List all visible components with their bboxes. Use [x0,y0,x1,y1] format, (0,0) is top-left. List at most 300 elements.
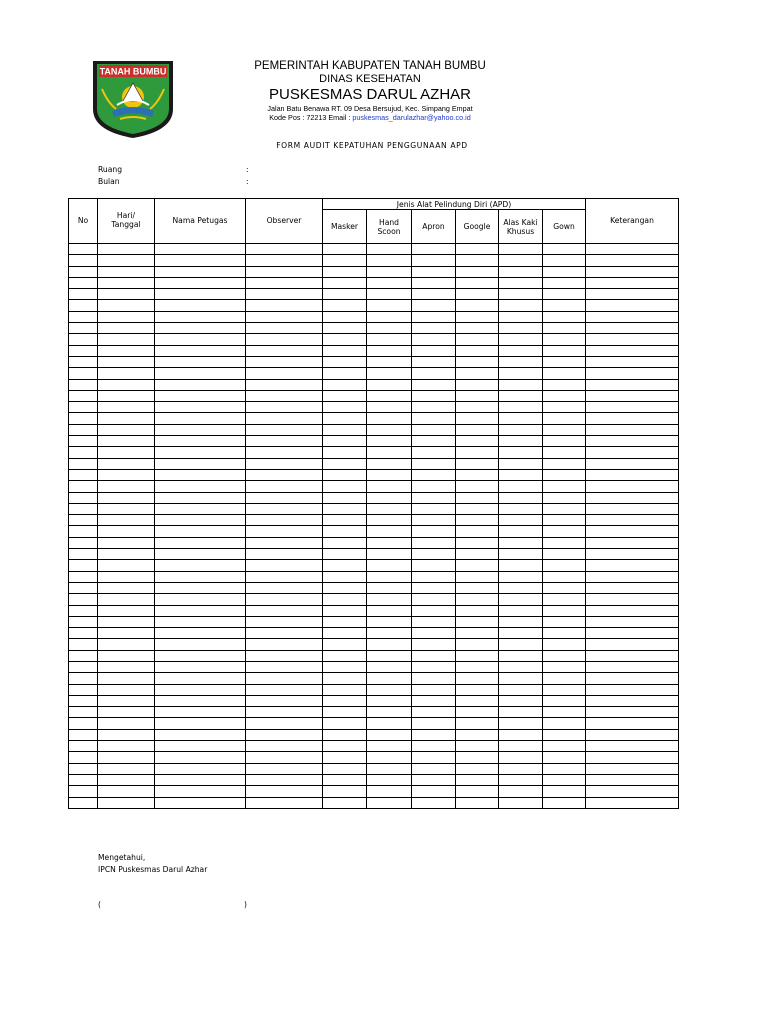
table-cell[interactable] [586,707,679,718]
table-cell[interactable] [69,368,98,379]
table-cell[interactable] [69,469,98,480]
table-cell[interactable] [586,277,679,288]
table-cell[interactable] [98,379,155,390]
table-cell[interactable] [456,458,499,469]
table-cell[interactable] [246,616,323,627]
table-cell[interactable] [367,402,412,413]
table-cell[interactable] [543,515,586,526]
table-cell[interactable] [155,616,246,627]
table-cell[interactable] [586,628,679,639]
table-cell[interactable] [543,390,586,401]
table-cell[interactable] [98,266,155,277]
table-cell[interactable] [98,571,155,582]
table-cell[interactable] [246,458,323,469]
table-cell[interactable] [69,582,98,593]
table-cell[interactable] [586,379,679,390]
table-cell[interactable] [543,707,586,718]
table-cell[interactable] [543,549,586,560]
table-cell[interactable] [69,436,98,447]
table-cell[interactable] [456,390,499,401]
table-cell[interactable] [69,379,98,390]
table-cell[interactable] [246,447,323,458]
table-cell[interactable] [323,661,367,672]
table-cell[interactable] [586,255,679,266]
table-cell[interactable] [499,526,543,537]
table-cell[interactable] [543,786,586,797]
table-cell[interactable] [499,311,543,322]
table-cell[interactable] [98,786,155,797]
table-cell[interactable] [412,492,456,503]
table-cell[interactable] [586,413,679,424]
table-cell[interactable] [367,289,412,300]
table-cell[interactable] [155,661,246,672]
table-cell[interactable] [367,695,412,706]
table-cell[interactable] [367,356,412,367]
table-cell[interactable] [543,729,586,740]
table-cell[interactable] [412,571,456,582]
table-cell[interactable] [543,616,586,627]
table-cell[interactable] [69,345,98,356]
table-cell[interactable] [499,695,543,706]
table-cell[interactable] [412,300,456,311]
table-cell[interactable] [456,752,499,763]
table-cell[interactable] [246,402,323,413]
table-cell[interactable] [323,695,367,706]
table-cell[interactable] [323,729,367,740]
table-cell[interactable] [499,537,543,548]
table-cell[interactable] [69,503,98,514]
table-cell[interactable] [456,616,499,627]
table-cell[interactable] [69,537,98,548]
table-cell[interactable] [456,729,499,740]
table-cell[interactable] [323,277,367,288]
table-cell[interactable] [543,356,586,367]
table-cell[interactable] [367,424,412,435]
table-cell[interactable] [69,255,98,266]
table-cell[interactable] [69,729,98,740]
table-cell[interactable] [367,390,412,401]
table-cell[interactable] [155,413,246,424]
table-cell[interactable] [323,707,367,718]
table-cell[interactable] [323,266,367,277]
table-cell[interactable] [543,413,586,424]
table-cell[interactable] [543,797,586,808]
table-cell[interactable] [323,300,367,311]
table-cell[interactable] [323,368,367,379]
table-cell[interactable] [499,560,543,571]
table-cell[interactable] [323,673,367,684]
table-cell[interactable] [323,774,367,785]
table-cell[interactable] [543,639,586,650]
table-cell[interactable] [69,797,98,808]
table-cell[interactable] [69,526,98,537]
table-cell[interactable] [456,469,499,480]
table-cell[interactable] [246,345,323,356]
table-cell[interactable] [69,424,98,435]
table-cell[interactable] [98,661,155,672]
table-cell[interactable] [456,673,499,684]
table-cell[interactable] [586,639,679,650]
table-cell[interactable] [155,650,246,661]
table-cell[interactable] [98,447,155,458]
table-cell[interactable] [155,266,246,277]
table-cell[interactable] [367,334,412,345]
table-cell[interactable] [586,492,679,503]
table-cell[interactable] [155,729,246,740]
table-cell[interactable] [246,379,323,390]
table-cell[interactable] [543,628,586,639]
table-cell[interactable] [543,526,586,537]
table-cell[interactable] [98,345,155,356]
table-cell[interactable] [69,695,98,706]
table-cell[interactable] [246,277,323,288]
table-cell[interactable] [586,684,679,695]
table-cell[interactable] [246,492,323,503]
table-cell[interactable] [323,741,367,752]
table-cell[interactable] [586,458,679,469]
table-cell[interactable] [69,402,98,413]
table-cell[interactable] [155,424,246,435]
table-cell[interactable] [323,323,367,334]
table-cell[interactable] [499,368,543,379]
table-cell[interactable] [586,571,679,582]
table-cell[interactable] [246,311,323,322]
table-cell[interactable] [98,729,155,740]
table-cell[interactable] [69,639,98,650]
table-cell[interactable] [499,673,543,684]
table-cell[interactable] [367,571,412,582]
table-cell[interactable] [69,289,98,300]
table-cell[interactable] [367,616,412,627]
table-cell[interactable] [456,594,499,605]
table-cell[interactable] [499,774,543,785]
table-cell[interactable] [586,741,679,752]
table-cell[interactable] [412,661,456,672]
table-cell[interactable] [543,537,586,548]
table-cell[interactable] [456,289,499,300]
table-cell[interactable] [412,436,456,447]
table-cell[interactable] [586,718,679,729]
table-cell[interactable] [412,368,456,379]
table-cell[interactable] [98,515,155,526]
table-cell[interactable] [323,786,367,797]
table-cell[interactable] [155,436,246,447]
table-cell[interactable] [499,707,543,718]
table-cell[interactable] [499,255,543,266]
table-cell[interactable] [367,729,412,740]
table-cell[interactable] [499,639,543,650]
table-cell[interactable] [98,582,155,593]
table-cell[interactable] [69,390,98,401]
table-cell[interactable] [543,255,586,266]
table-cell[interactable] [412,752,456,763]
table-cell[interactable] [69,741,98,752]
table-cell[interactable] [98,774,155,785]
table-cell[interactable] [456,356,499,367]
table-cell[interactable] [98,605,155,616]
table-cell[interactable] [412,356,456,367]
table-cell[interactable] [367,560,412,571]
table-cell[interactable] [367,345,412,356]
table-cell[interactable] [543,334,586,345]
table-cell[interactable] [323,503,367,514]
table-cell[interactable] [69,718,98,729]
table-cell[interactable] [456,255,499,266]
table-cell[interactable] [543,323,586,334]
table-cell[interactable] [499,650,543,661]
table-cell[interactable] [69,481,98,492]
table-cell[interactable] [586,300,679,311]
table-cell[interactable] [98,368,155,379]
table-cell[interactable] [412,673,456,684]
table-cell[interactable] [586,786,679,797]
table-cell[interactable] [323,684,367,695]
table-cell[interactable] [543,402,586,413]
table-cell[interactable] [456,786,499,797]
table-cell[interactable] [367,582,412,593]
table-cell[interactable] [98,481,155,492]
table-cell[interactable] [367,503,412,514]
table-cell[interactable] [586,549,679,560]
table-cell[interactable] [499,356,543,367]
table-cell[interactable] [367,594,412,605]
table-cell[interactable] [323,390,367,401]
table-cell[interactable] [246,323,323,334]
table-cell[interactable] [323,289,367,300]
table-cell[interactable] [246,334,323,345]
table-cell[interactable] [155,560,246,571]
table-cell[interactable] [412,628,456,639]
table-cell[interactable] [586,616,679,627]
table-cell[interactable] [499,786,543,797]
table-cell[interactable] [323,639,367,650]
table-cell[interactable] [499,661,543,672]
table-cell[interactable] [246,424,323,435]
table-cell[interactable] [246,289,323,300]
table-cell[interactable] [499,571,543,582]
table-cell[interactable] [323,763,367,774]
table-cell[interactable] [543,266,586,277]
table-cell[interactable] [246,526,323,537]
table-cell[interactable] [155,549,246,560]
table-cell[interactable] [499,266,543,277]
table-cell[interactable] [367,774,412,785]
table-cell[interactable] [69,458,98,469]
table-cell[interactable] [246,707,323,718]
table-cell[interactable] [246,797,323,808]
table-cell[interactable] [367,436,412,447]
table-cell[interactable] [543,774,586,785]
table-cell[interactable] [412,786,456,797]
table-cell[interactable] [155,481,246,492]
table-cell[interactable] [586,661,679,672]
table-cell[interactable] [412,526,456,537]
table-cell[interactable] [412,266,456,277]
table-cell[interactable] [69,300,98,311]
table-cell[interactable] [323,752,367,763]
table-cell[interactable] [456,515,499,526]
table-cell[interactable] [456,526,499,537]
table-cell[interactable] [543,458,586,469]
table-cell[interactable] [246,639,323,650]
table-cell[interactable] [499,605,543,616]
table-cell[interactable] [499,594,543,605]
table-cell[interactable] [323,356,367,367]
table-cell[interactable] [69,311,98,322]
table-cell[interactable] [155,763,246,774]
table-cell[interactable] [98,537,155,548]
table-cell[interactable] [246,752,323,763]
table-cell[interactable] [456,368,499,379]
table-cell[interactable] [586,752,679,763]
table-cell[interactable] [246,605,323,616]
table-cell[interactable] [412,763,456,774]
table-cell[interactable] [367,379,412,390]
table-cell[interactable] [98,469,155,480]
table-cell[interactable] [69,650,98,661]
table-cell[interactable] [155,526,246,537]
table-cell[interactable] [367,255,412,266]
table-cell[interactable] [499,763,543,774]
table-cell[interactable] [246,481,323,492]
table-cell[interactable] [456,481,499,492]
table-cell[interactable] [456,605,499,616]
table-cell[interactable] [69,334,98,345]
table-cell[interactable] [246,571,323,582]
table-cell[interactable] [499,458,543,469]
table-cell[interactable] [323,334,367,345]
table-cell[interactable] [367,492,412,503]
table-cell[interactable] [499,684,543,695]
table-cell[interactable] [586,424,679,435]
table-cell[interactable] [246,673,323,684]
table-cell[interactable] [412,244,456,255]
table-cell[interactable] [323,594,367,605]
table-cell[interactable] [323,797,367,808]
table-cell[interactable] [98,244,155,255]
table-cell[interactable] [543,582,586,593]
table-cell[interactable] [98,323,155,334]
table-cell[interactable] [69,492,98,503]
table-cell[interactable] [367,469,412,480]
table-cell[interactable] [499,729,543,740]
table-cell[interactable] [456,582,499,593]
table-cell[interactable] [98,300,155,311]
table-cell[interactable] [543,492,586,503]
table-cell[interactable] [69,786,98,797]
table-cell[interactable] [69,447,98,458]
table-cell[interactable] [543,368,586,379]
table-cell[interactable] [367,707,412,718]
table-cell[interactable] [456,436,499,447]
table-cell[interactable] [412,741,456,752]
table-cell[interactable] [323,244,367,255]
table-cell[interactable] [586,402,679,413]
table-cell[interactable] [323,311,367,322]
table-cell[interactable] [412,390,456,401]
table-cell[interactable] [98,413,155,424]
table-cell[interactable] [499,402,543,413]
table-cell[interactable] [586,729,679,740]
table-cell[interactable] [323,537,367,548]
table-cell[interactable] [543,311,586,322]
table-cell[interactable] [543,503,586,514]
table-cell[interactable] [155,458,246,469]
table-cell[interactable] [412,594,456,605]
table-cell[interactable] [412,797,456,808]
table-cell[interactable] [98,560,155,571]
table-cell[interactable] [499,503,543,514]
table-cell[interactable] [69,413,98,424]
table-cell[interactable] [543,605,586,616]
table-cell[interactable] [543,741,586,752]
table-cell[interactable] [98,289,155,300]
table-cell[interactable] [586,594,679,605]
table-cell[interactable] [69,244,98,255]
table-cell[interactable] [155,379,246,390]
table-cell[interactable] [246,684,323,695]
table-cell[interactable] [323,345,367,356]
table-cell[interactable] [456,549,499,560]
table-cell[interactable] [246,244,323,255]
table-cell[interactable] [499,492,543,503]
table-cell[interactable] [155,605,246,616]
table-cell[interactable] [543,560,586,571]
table-cell[interactable] [323,424,367,435]
table-cell[interactable] [367,673,412,684]
table-cell[interactable] [155,311,246,322]
table-cell[interactable] [98,616,155,627]
table-cell[interactable] [586,695,679,706]
table-cell[interactable] [412,334,456,345]
table-cell[interactable] [69,661,98,672]
table-cell[interactable] [155,752,246,763]
table-cell[interactable] [246,786,323,797]
table-cell[interactable] [456,300,499,311]
table-cell[interactable] [412,616,456,627]
table-cell[interactable] [456,323,499,334]
table-cell[interactable] [456,684,499,695]
table-cell[interactable] [98,334,155,345]
table-cell[interactable] [323,379,367,390]
table-cell[interactable] [69,605,98,616]
table-cell[interactable] [367,549,412,560]
table-cell[interactable] [456,266,499,277]
table-cell[interactable] [412,515,456,526]
table-cell[interactable] [456,639,499,650]
table-cell[interactable] [98,356,155,367]
table-cell[interactable] [98,526,155,537]
table-cell[interactable] [155,492,246,503]
table-cell[interactable] [543,277,586,288]
table-cell[interactable] [246,582,323,593]
table-cell[interactable] [98,707,155,718]
table-cell[interactable] [456,628,499,639]
table-cell[interactable] [323,481,367,492]
table-cell[interactable] [246,661,323,672]
table-cell[interactable] [586,334,679,345]
table-cell[interactable] [412,582,456,593]
table-cell[interactable] [323,447,367,458]
table-cell[interactable] [367,752,412,763]
table-cell[interactable] [499,424,543,435]
table-cell[interactable] [586,515,679,526]
table-cell[interactable] [499,481,543,492]
table-cell[interactable] [456,413,499,424]
table-cell[interactable] [456,345,499,356]
table-cell[interactable] [155,390,246,401]
table-cell[interactable] [412,650,456,661]
